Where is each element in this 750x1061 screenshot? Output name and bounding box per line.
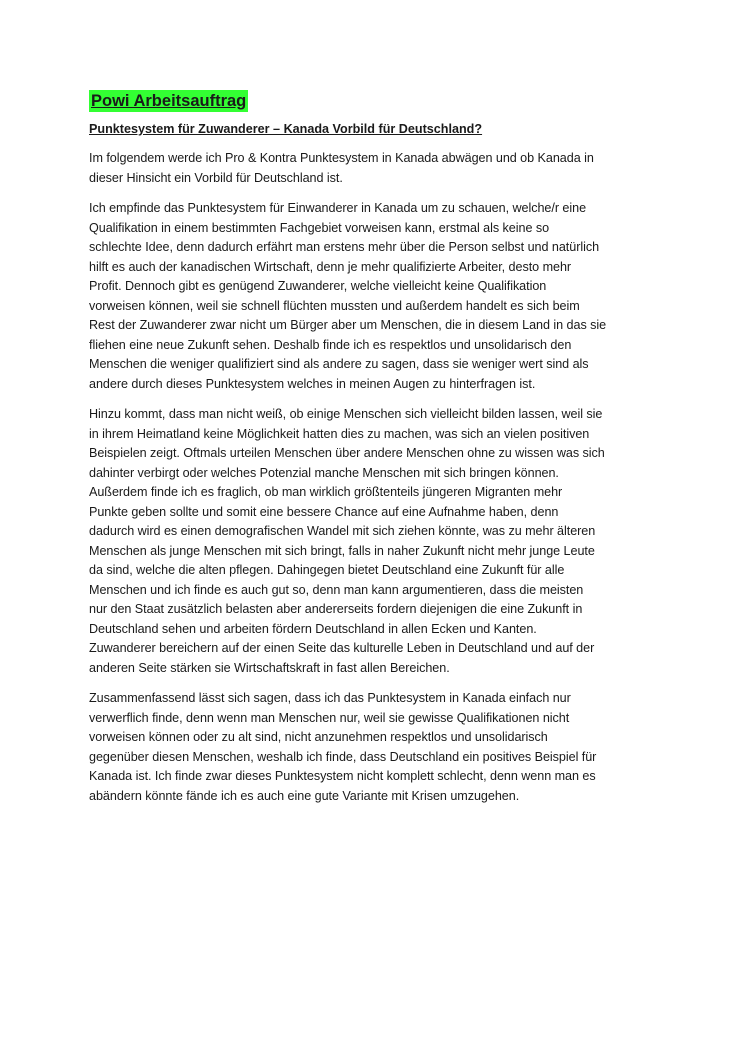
document-page	[89, 90, 664, 817]
text-line: dadurch wird es einen demografischen Wandel mit sich ziehen könnte, was zu mehr älteren	[89, 524, 596, 538]
text-line: Menschen die weniger qualifiziert sind als andere zu sagen, dass sie weniger wert sind als	[89, 357, 589, 371]
text-line: Zusammenfassend lässt sich sagen, dass ich das Punktesystem in Kanada einfach nur	[89, 691, 571, 705]
text-line: Profit. Dennoch gibt es genügend Zuwanderer, welche vielleicht keine Qualifikation	[89, 279, 547, 293]
text-line: vorweisen können, weil sie schnell flüchten mussten und außerdem handelt es sich beim	[89, 298, 580, 313]
text-line: Hinzu kommt, dass man nicht weiß, ob einige Menschen sich vielleicht bilden lassen, weil sie	[89, 407, 603, 421]
text-line: Kanada ist. Ich finde zwar dieses Punktesystem nicht komplett schlecht, denn wenn man es	[89, 769, 596, 783]
text-line: Menschen und ich finde es auch gut so, denn man kann argumentieren, dass die meisten	[89, 582, 584, 597]
text-line: Außerdem finde ich es fraglich, ob man wirklich größtenteils jüngeren Migranten mehr	[89, 485, 563, 499]
text-line: Menschen als junge Menschen mit sich bringt, falls in naher Zukunft nicht mehr junge Leute	[89, 543, 595, 558]
text-line: hilft es auch der kanadischen Wirtschaft, denn je mehr qualifizierte Arbeiter, desto mehr	[89, 259, 572, 274]
text-line: verwerflich finde, denn wenn man Menschen nur, weil sie gewisse Qualifikationen nicht	[89, 710, 570, 725]
document-body	[89, 149, 664, 806]
text-line: Punkte geben sollte und somit eine bessere Chance auf eine Aufnahme haben, denn	[89, 504, 559, 519]
paragraph-1	[89, 149, 664, 188]
text-line: fliehen eine neue Zukunft sehen. Deshalb finde ich es respektlos und unsolidarisch den	[89, 337, 572, 352]
text-line: dahinter verbirgt oder welches Potenzial manche Menschen mit sich bringen können.	[89, 465, 559, 480]
text-line: Deutschland sehen und arbeiten fördern Deutschland in allen Ecken und Kanten.	[89, 621, 537, 636]
document-subtitle: Punktesystem für Zuwanderer – Kanada Vorbild für Deutschland?	[89, 122, 483, 136]
text-line: Im folgendem werde ich Pro & Kontra Punktesystem in Kanada abwägen und ob Kanada in	[89, 151, 594, 165]
text-line: Qualifikation in einem bestimmten Fachgebiet vorweisen kann, erstmal als keine so	[89, 220, 550, 235]
text-line: dieser Hinsicht ein Vorbild für Deutschland ist.	[89, 170, 343, 185]
text-line: andere durch dieses Punktesystem welches in meinen Augen zu hinterfragen ist.	[89, 376, 536, 391]
paragraph-2	[89, 199, 664, 394]
text-line: schlechte Idee, denn dadurch erfährt man erstens mehr über die Person selbst und natürlich	[89, 240, 600, 254]
paragraph-4	[89, 689, 664, 806]
text-line: in ihrem Heimatland keine Möglichkeit hatten dies zu machen, was sich an vielen positiven	[89, 426, 590, 441]
text-line: Zuwanderer bereichern auf der einen Seite das kulturelle Leben in Deutschland und auf der	[89, 641, 595, 655]
text-line: Rest der Zuwanderer zwar nicht um Bürger aber um Menschen, die in diesem Land in das sie	[89, 318, 607, 332]
text-line: Beispielen zeigt. Oftmals urteilen Menschen über andere Menschen ohne zu wissen was sich	[89, 446, 605, 460]
text-line: vorweisen können oder zu alt sind, nicht anzunehmen respektlos und unsolidarisch	[89, 730, 548, 744]
text-line: gegenüber diesen Menschen, weshalb ich finde, dass Deutschland ein positives Beispiel für	[89, 749, 597, 764]
paragraph-3	[89, 405, 664, 678]
text-line: Ich empfinde das Punktesystem für Einwanderer in Kanada um zu schauen, welche/r eine	[89, 201, 587, 215]
text-line: abändern könnte fände ich es auch eine gute Variante mit Krisen umzugehen.	[89, 788, 520, 803]
text-line: da sind, welche die alten pflegen. Dahingegen bietet Deutschland eine Zukunft für alle	[89, 563, 565, 577]
text-line: anderen Seite stärken sie Wirtschaftskraft in fast allen Bereichen.	[89, 660, 450, 675]
document-title: Powi Arbeitsauftrag	[91, 92, 247, 110]
text-line: nur den Staat zusätzlich belasten aber andererseits fordern diejenigen die eine Zukunft in	[89, 602, 583, 616]
